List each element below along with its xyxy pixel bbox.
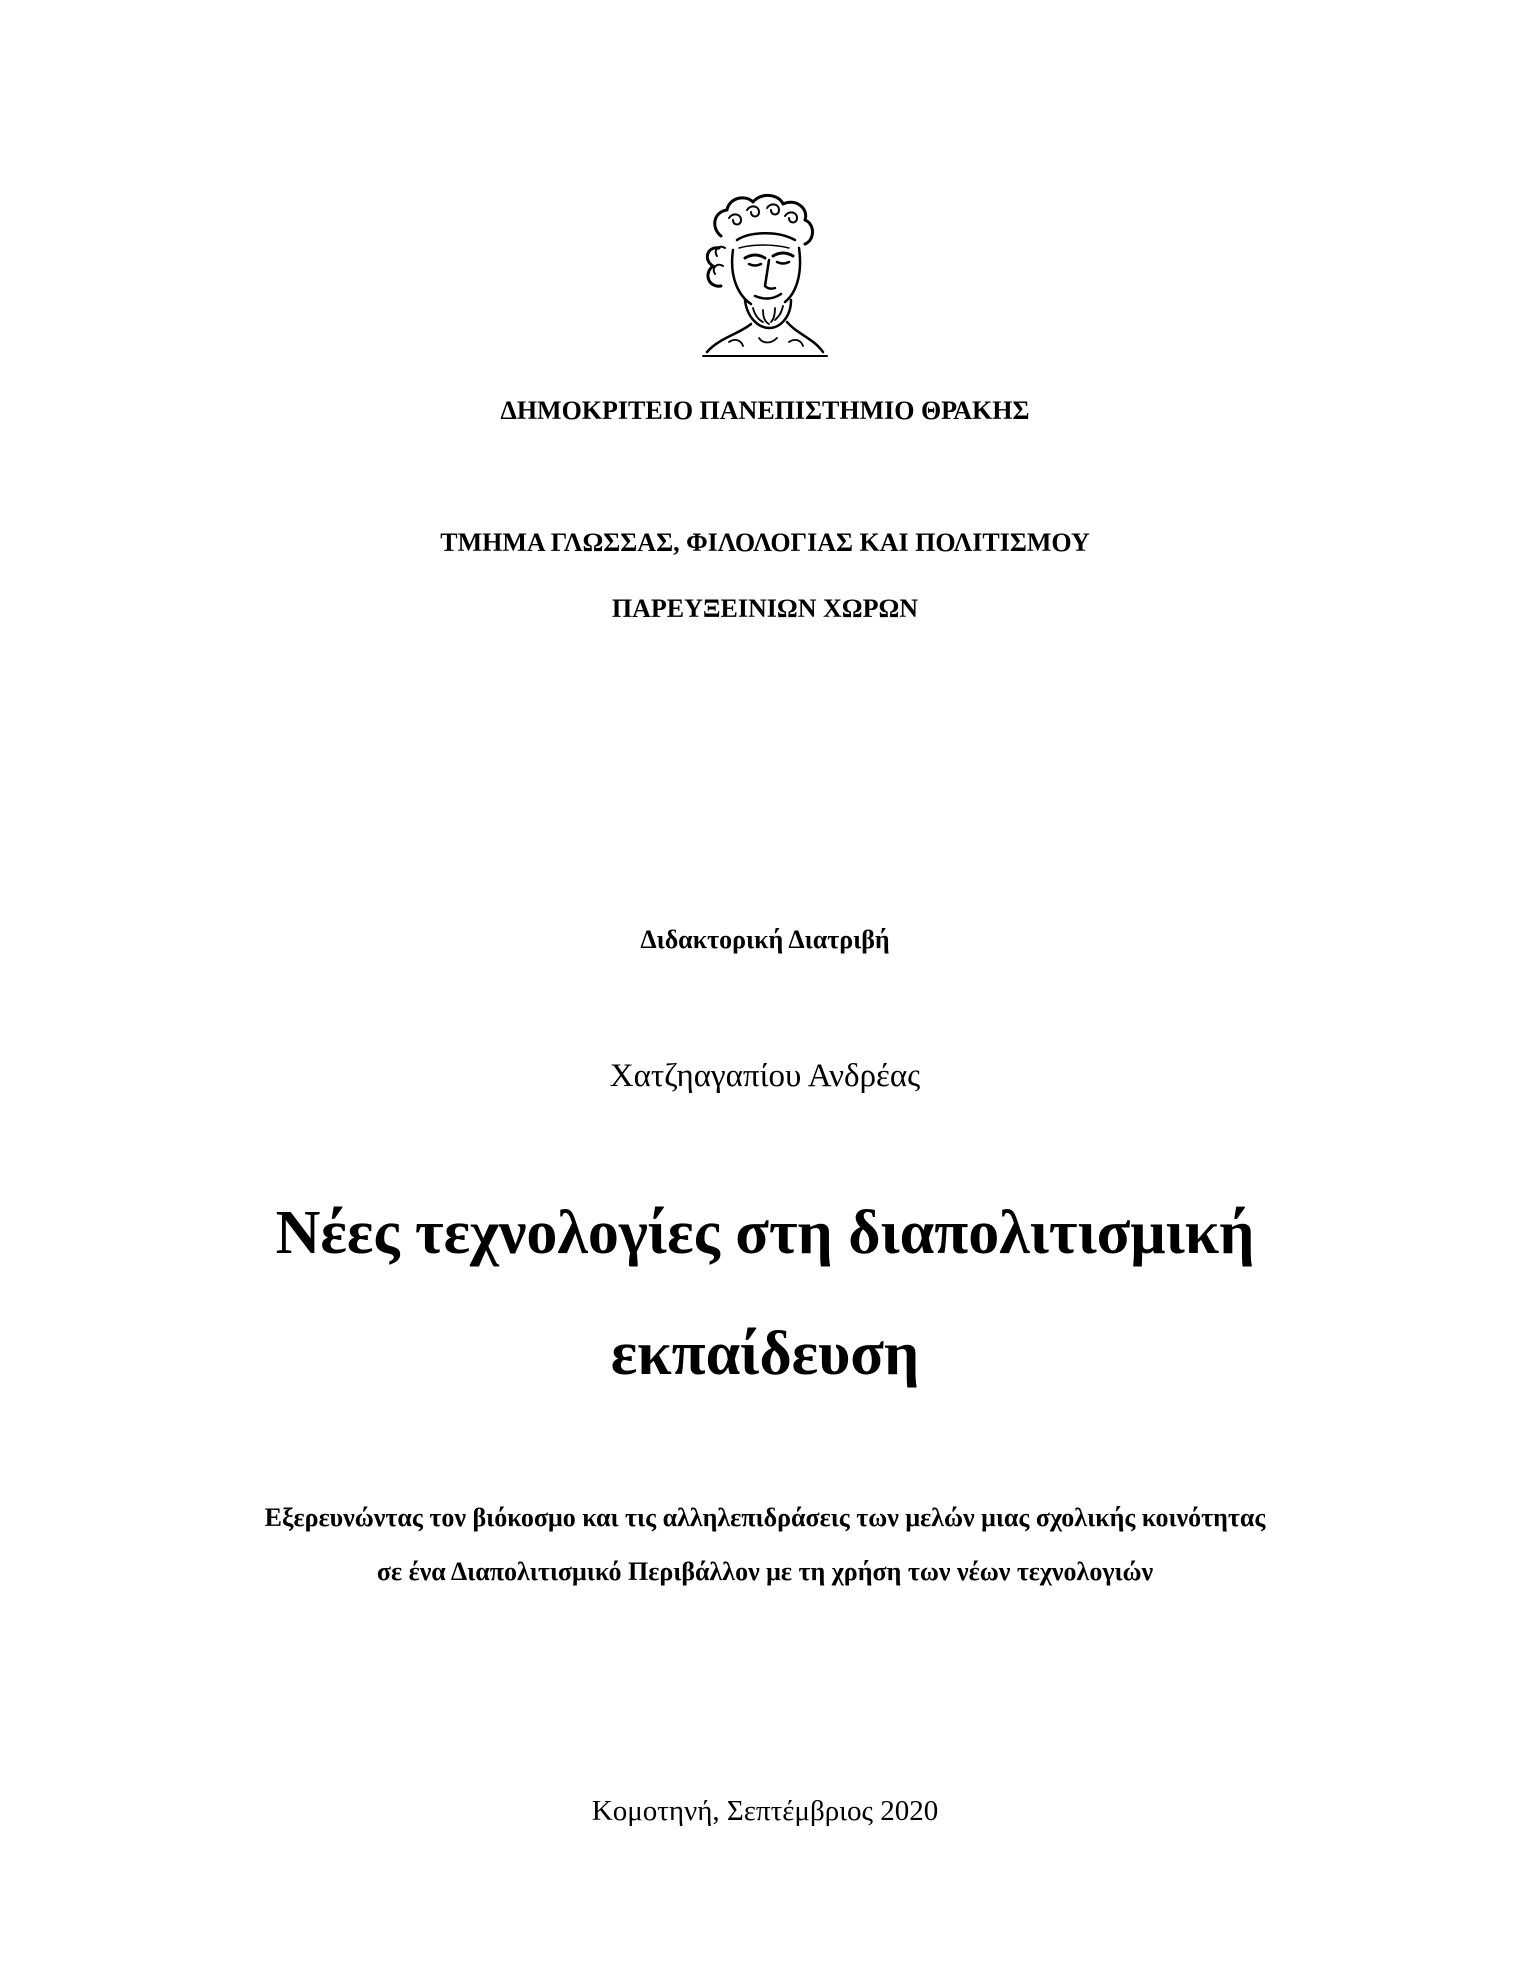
department-line-2: ΠΑΡΕΥΞΕΙΝΙΩΝ ΧΩΡΩΝ	[611, 594, 919, 623]
subtitle-line-1: Εξερευνώντας τον βιόκοσμο και τις αλληλεπιδράσεις των μελών μιας σχολικής κοινότητας	[264, 1503, 1266, 1532]
department-line-1: ΤΜΗΜΑ ΓΛΩΣΣΑΣ, ΦΙΛΟΛΟΓΙΑΣ ΚΑΙ ΠΟΛΙΤΙΣΜΟΥ	[440, 528, 1090, 557]
thesis-title-line-1: Νέες τεχνολογίες στη διαπολιτισμική	[275, 1199, 1255, 1267]
thesis-title-line-2: εκπαίδευση	[610, 1320, 920, 1388]
democritus-bust-icon	[689, 188, 831, 358]
place-and-date: Κομοτηνή, Σεπτέμβριος 2020	[591, 1795, 939, 1827]
university-name: ΔΗΜΟΚΡΙΤΕΙΟ ΠΑΝΕΠΙΣΤΗΜΙΟ ΘΡΑΚΗΣ	[500, 396, 1030, 425]
document-type: Διδακτορική Διατριβή	[640, 925, 890, 954]
author-name: Χατζηαγαπίου Ανδρέας	[609, 1058, 921, 1094]
subtitle-line-2: σε ένα Διαπολιτισμικό Περιβάλλον με τη χρήση των νέων τεχνολογιών	[376, 1557, 1154, 1586]
